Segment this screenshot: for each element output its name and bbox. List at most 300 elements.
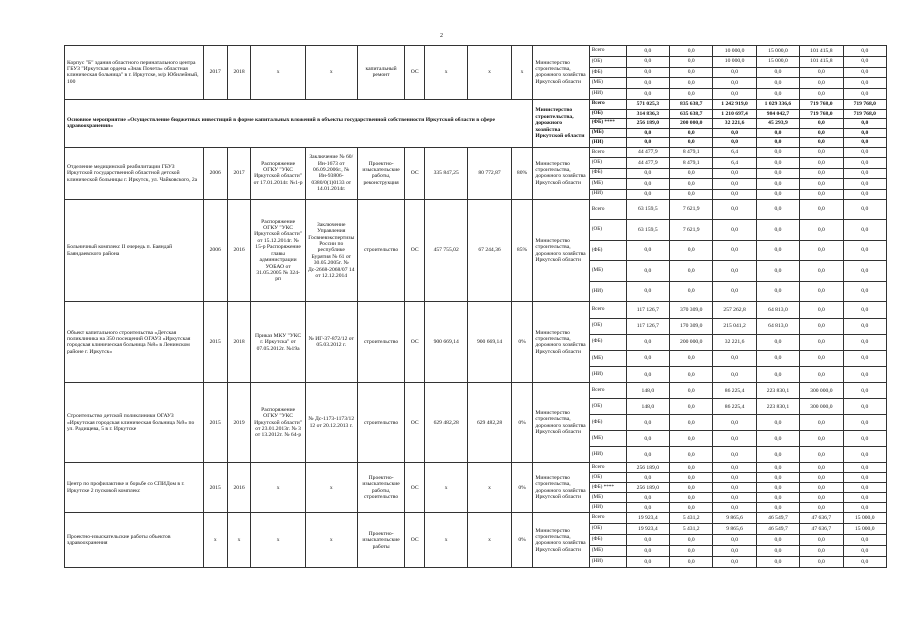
readiness-percent: 0%: [511, 513, 533, 568]
funding-value: 5 431,2: [670, 524, 713, 535]
table-row: [65, 99, 887, 109]
funding-value: 0,0: [800, 199, 843, 220]
funding-value: 0,0: [670, 483, 713, 493]
funding-value: 0,0: [843, 350, 886, 366]
funding-value: 0,0: [843, 383, 886, 399]
funding-value: 0,0: [713, 261, 756, 282]
funding-value: 0,0: [626, 546, 669, 557]
funding-value: 0,0: [713, 220, 756, 241]
funding-value: 0,0: [626, 89, 669, 100]
funding-source: (НИ): [589, 281, 626, 302]
funding-value: 0,0: [843, 447, 886, 463]
funding-value: 5 431,2: [670, 513, 713, 524]
funding-value: 64 813,0: [756, 318, 799, 334]
object-name: Центр по профилактике и борьбе со СПИДом в г. Иркутске 2 пусковой комплекс: [65, 463, 204, 513]
funding-value: 0,0: [670, 463, 713, 473]
funding-value: 19 923,4: [626, 513, 669, 524]
object-name: Проектно-изыскательские работы объектов здравоохранения: [65, 513, 204, 568]
funding-value: 0,0: [626, 535, 669, 546]
funding-value: 63 159,5: [626, 199, 669, 220]
estimated-cost: x: [424, 513, 467, 568]
funding-value: 19 923,4: [626, 524, 669, 535]
funding-value: 44 477,9: [626, 158, 669, 168]
responsible-executor: Министерство строительства, дорожного хозяйства Иркутской области: [533, 513, 589, 568]
funding-value: 0,0: [800, 89, 843, 100]
responsible-executor: Министерство строительства, дорожного хозяйства Иркутской области: [533, 199, 589, 302]
funding-value: 0,0: [800, 67, 843, 78]
funding-value: 0,0: [713, 89, 756, 100]
table-row: [65, 383, 887, 399]
funding-value: 0,0: [800, 261, 843, 282]
readiness-percent: 0%: [511, 302, 533, 383]
funding-value: 0,0: [756, 334, 799, 350]
funding-value: 0,0: [756, 557, 799, 568]
funding-source: (ОБ): [589, 524, 626, 535]
responsible-executor: Министерство строительства, дорожного хозяйства Иркутской области: [533, 46, 589, 100]
funding-source: (ФБ) ****: [589, 483, 626, 493]
funding-value: 46 549,7: [756, 524, 799, 535]
funding-value: 0,0: [670, 138, 713, 148]
work-type: строительство: [357, 199, 405, 302]
responsible-executor: Министерство строительства, дорожного хозяйства Иркутской области: [533, 463, 589, 513]
work-type: Проектно-изыскательские работы: [357, 513, 405, 568]
funding-value: 0,0: [626, 67, 669, 78]
end-year: 2019: [227, 383, 251, 463]
funding-value: 86 225,4: [713, 383, 756, 399]
funding-source: (ФБ): [589, 168, 626, 178]
funding-value: 0,0: [800, 302, 843, 318]
funding-source: (ОБ): [589, 399, 626, 415]
funding-value: 0,0: [756, 158, 799, 168]
work-type: Проектно-изыскательские работы, реконструкция: [357, 147, 405, 199]
funding-value: 256 189,0: [626, 119, 669, 129]
funding-value: 0,0: [670, 503, 713, 513]
funding-value: 0,0: [800, 220, 843, 241]
funding-value: 0,0: [626, 367, 669, 383]
property-type: ОС: [405, 383, 425, 463]
funding-value: 0,0: [800, 334, 843, 350]
funding-value: 15 000,0: [843, 524, 886, 535]
remaining-cost: 900 669,14: [468, 302, 511, 383]
start-year: 2006: [203, 199, 227, 302]
funding-value: 1 210 697,4: [713, 109, 756, 119]
funding-value: 101 415,8: [800, 46, 843, 57]
funding-value: 0,0: [713, 138, 756, 148]
funding-value: 0,0: [756, 431, 799, 447]
end-year: 2016: [227, 199, 251, 302]
expertise-conclusion: x: [305, 513, 357, 568]
funding-value: 0,0: [756, 367, 799, 383]
funding-value: 300 000,0: [800, 399, 843, 415]
funding-source: (ОБ): [589, 473, 626, 483]
funding-value: 7 621,9: [670, 199, 713, 220]
funding-value: 9 865,6: [713, 524, 756, 535]
funding-value: 44 477,9: [626, 147, 669, 157]
funding-value: 0,0: [756, 78, 799, 89]
funding-value: 0,0: [626, 473, 669, 483]
funding-value: 170 309,0: [670, 318, 713, 334]
funding-source: (НИ): [589, 367, 626, 383]
funding-value: 0,0: [626, 128, 669, 138]
estimated-cost: x: [424, 46, 467, 100]
funding-source: (ФБ) ****: [589, 119, 626, 129]
funding-value: 257 262,8: [713, 302, 756, 318]
funding-value: 0,0: [670, 447, 713, 463]
funding-value: 0,0: [670, 168, 713, 178]
funding-value: 0,0: [800, 350, 843, 366]
funding-value: 0,0: [670, 128, 713, 138]
funding-value: 47 636,7: [800, 513, 843, 524]
funding-source: (ФБ): [589, 240, 626, 261]
remaining-cost: 629 482,28: [468, 383, 511, 463]
work-type: строительство: [357, 383, 405, 463]
funding-value: 0,0: [670, 546, 713, 557]
funding-value: 47 636,7: [800, 524, 843, 535]
approval-document: x: [251, 463, 305, 513]
funding-value: 0,0: [626, 557, 669, 568]
funding-value: 0,0: [756, 281, 799, 302]
funding-value: 0,0: [843, 138, 886, 148]
estimated-cost: x: [424, 463, 467, 513]
funding-value: 0,0: [756, 447, 799, 463]
funding-value: 0,0: [843, 557, 886, 568]
funding-value: 0,0: [843, 493, 886, 503]
funding-value: 148,0: [626, 399, 669, 415]
remaining-cost: 80 772,87: [468, 147, 511, 199]
funding-value: 0,0: [800, 483, 843, 493]
property-type: ОС: [405, 513, 425, 568]
funding-value: 0,0: [843, 431, 886, 447]
funding-value: 117 126,7: [626, 302, 669, 318]
funding-value: 0,0: [843, 189, 886, 199]
funding-value: 719 768,0: [843, 109, 886, 119]
funding-value: 32 221,6: [713, 119, 756, 129]
funding-value: 0,0: [713, 199, 756, 220]
funding-value: 6,4: [713, 147, 756, 157]
start-year: 2015: [203, 302, 227, 383]
funding-value: 0,0: [800, 240, 843, 261]
funding-value: 0,0: [713, 447, 756, 463]
funding-value: 6,4: [713, 158, 756, 168]
funding-value: 256 189,0: [626, 463, 669, 473]
funding-value: 0,0: [670, 261, 713, 282]
object-name: Корпус "Б" здания областного перинатального центра ГБУЗ "Иркутская ордена «Знак Почета» областная клиническая больница" в г. Иркутске, м/р Юбилейный, 100: [65, 46, 204, 100]
funding-value: 0,0: [843, 334, 886, 350]
funding-value: 223 830,1: [756, 399, 799, 415]
funding-value: 0,0: [843, 147, 886, 157]
funding-value: 0,0: [713, 189, 756, 199]
funding-value: 15 000,0: [843, 513, 886, 524]
expertise-conclusion: Заключение Управления Госвневэкспертизы России по республике Бурятия № 61 от 30.05.2005г. № Дс-2668-2068/07 14 от 12.12.2014: [305, 199, 357, 302]
funding-source: (МБ): [589, 546, 626, 557]
approval-document: Распоряжение ОГКУ "УКС Иркутской области" от 15.12.2014г. № 15-р Распоряжение главы администрации УОБАО от 31.05.2005 № 324-рп: [251, 199, 305, 302]
funding-value: 0,0: [670, 179, 713, 189]
approval-document: Распоряжение ОГКУ "УКС Иркутской области" от 17.01.2014г. №1-р: [251, 147, 305, 199]
funding-value: 223 830,1: [756, 383, 799, 399]
responsible-executor: Министерство строительства, дорожного хозяйства Иркутской области: [533, 383, 589, 463]
funding-value: 8 479,1: [670, 158, 713, 168]
funding-value: 0,0: [756, 67, 799, 78]
funding-value: 0,0: [756, 189, 799, 199]
funding-value: 46 549,7: [756, 513, 799, 524]
funding-source: (ФБ): [589, 535, 626, 546]
funding-source: (НИ): [589, 89, 626, 100]
table-row: [65, 46, 887, 57]
funding-value: 719 768,0: [800, 109, 843, 119]
funding-value: 0,0: [800, 158, 843, 168]
funding-source: (НИ): [589, 447, 626, 463]
funding-value: 0,0: [756, 463, 799, 473]
funding-value: 101 415,8: [800, 56, 843, 67]
property-type: ОС: [405, 463, 425, 513]
funding-value: 0,0: [713, 546, 756, 557]
funding-value: 0,0: [626, 56, 669, 67]
funding-value: 0,0: [800, 463, 843, 473]
funding-value: 0,0: [756, 483, 799, 493]
funding-value: 0,0: [843, 399, 886, 415]
funding-value: 0,0: [713, 67, 756, 78]
readiness-percent: x: [511, 46, 533, 100]
funding-value: 0,0: [800, 447, 843, 463]
funding-source: (МБ): [589, 261, 626, 282]
funding-value: 0,0: [713, 463, 756, 473]
table-row: [65, 302, 887, 318]
funding-source: (МБ): [589, 431, 626, 447]
funding-value: 0,0: [756, 89, 799, 100]
object-name: Больничный комплекс II очередь п. Баяндай Баяндаевского района: [65, 199, 204, 302]
funding-value: 0,0: [800, 557, 843, 568]
funding-value: 719 768,0: [843, 99, 886, 109]
funding-value: 0,0: [756, 493, 799, 503]
funding-value: 0,0: [626, 261, 669, 282]
funding-source: Всего: [589, 302, 626, 318]
funding-value: 0,0: [800, 138, 843, 148]
start-year: 2015: [203, 463, 227, 513]
funding-value: 0,0: [626, 189, 669, 199]
page-number: 2: [440, 33, 443, 39]
end-year: 2017: [227, 147, 251, 199]
funding-value: 835 638,7: [670, 99, 713, 109]
funding-value: 0,0: [843, 281, 886, 302]
start-year: x: [203, 513, 227, 568]
estimated-cost: 457 755,02: [424, 199, 467, 302]
funding-value: 0,0: [800, 546, 843, 557]
funding-value: 0,0: [626, 138, 669, 148]
funding-value: 0,0: [713, 483, 756, 493]
remaining-cost: x: [468, 46, 511, 100]
funding-value: 0,0: [843, 46, 886, 57]
funding-value: 719 768,0: [800, 99, 843, 109]
funding-value: 0,0: [843, 503, 886, 513]
funding-value: 0,0: [713, 367, 756, 383]
funding-value: 9 865,6: [713, 513, 756, 524]
funding-value: 0,0: [800, 78, 843, 89]
funding-value: 0,0: [670, 350, 713, 366]
funding-value: 0,0: [670, 67, 713, 78]
expertise-conclusion: Заключение № 60/Ин-1673 от 06.09.2006г., № Ин-93806-0380/0(1)0133 от 14.01.2014г.: [305, 147, 357, 199]
funding-value: 0,0: [670, 46, 713, 57]
funding-value: 0,0: [800, 415, 843, 431]
approval-document: Приказ МКУ "УКС г. Иркутска" от 07.05.2012г. №19а: [251, 302, 305, 383]
readiness-percent: 0%: [511, 463, 533, 513]
funding-source: (ОБ): [589, 158, 626, 168]
funding-source: (НИ): [589, 557, 626, 568]
funding-source: (МБ): [589, 179, 626, 189]
funding-value: 0,0: [626, 334, 669, 350]
funding-value: 1 029 336,6: [756, 99, 799, 109]
funding-value: 0,0: [670, 383, 713, 399]
funding-value: 571 025,3: [626, 99, 669, 109]
readiness-percent: 85%: [511, 199, 533, 302]
funding-value: 0,0: [670, 473, 713, 483]
funding-source: (ОБ): [589, 318, 626, 334]
funding-source: (МБ): [589, 350, 626, 366]
funding-source: (МБ): [589, 128, 626, 138]
funding-value: 0,0: [626, 493, 669, 503]
funding-value: 0,0: [713, 493, 756, 503]
funding-source: Всего: [589, 99, 626, 109]
funding-value: 0,0: [713, 168, 756, 178]
end-year: 2018: [227, 302, 251, 383]
funding-value: 635 638,7: [670, 109, 713, 119]
funding-value: 0,0: [843, 67, 886, 78]
funding-value: 0,0: [756, 546, 799, 557]
end-year: 2018: [227, 46, 251, 100]
readiness-percent: 0%: [511, 383, 533, 463]
funding-source: (МБ): [589, 78, 626, 89]
funding-value: 0,0: [800, 503, 843, 513]
table-row: [65, 199, 887, 220]
funding-source: (ОБ): [589, 220, 626, 241]
funding-source: (ФБ): [589, 415, 626, 431]
funding-value: 0,0: [843, 483, 886, 493]
funding-source: Всего: [589, 513, 626, 524]
funding-value: 0,0: [713, 473, 756, 483]
funding-value: 0,0: [713, 179, 756, 189]
responsible-executor: Министерство строительства, дорожного хозяйства Иркутской области: [533, 99, 589, 147]
funding-value: 0,0: [713, 350, 756, 366]
funding-source: (ФБ): [589, 67, 626, 78]
object-name: Отделение медицинской реабилитации ГБУЗ Иркутской государственной областной детской клинической больницы г. Иркутск, ул. Чайковского, 2а: [65, 147, 204, 199]
funding-value: 0,0: [713, 431, 756, 447]
funding-value: 7 621,9: [670, 220, 713, 241]
funding-value: 0,0: [626, 431, 669, 447]
work-type: Проектно-изыскательские работы, строительство: [357, 463, 405, 513]
funding-value: 0,0: [843, 158, 886, 168]
funding-value: 0,0: [713, 281, 756, 302]
responsible-executor: Министерство строительства, дорожного хозяйства Иркутской области: [533, 147, 589, 199]
funding-value: 0,0: [713, 535, 756, 546]
funding-value: 0,0: [670, 281, 713, 302]
funding-value: 0,0: [626, 281, 669, 302]
funding-value: 0,0: [670, 89, 713, 100]
funding-value: 117 126,7: [626, 318, 669, 334]
funding-value: 0,0: [800, 535, 843, 546]
estimated-cost: 335 847,25: [424, 147, 467, 199]
funding-value: 0,0: [756, 240, 799, 261]
funding-value: 370 309,0: [670, 302, 713, 318]
funding-value: 0,0: [800, 493, 843, 503]
funding-value: 0,0: [756, 350, 799, 366]
funding-value: 0,0: [843, 261, 886, 282]
funding-value: 0,0: [843, 240, 886, 261]
funding-value: 0,0: [756, 199, 799, 220]
funding-value: 0,0: [670, 240, 713, 261]
funding-source: Всего: [589, 147, 626, 157]
funding-value: 0,0: [800, 318, 843, 334]
funding-source: (ФБ): [589, 334, 626, 350]
expertise-conclusion: x: [305, 463, 357, 513]
funding-value: 0,0: [756, 138, 799, 148]
funding-value: 64 813,0: [756, 302, 799, 318]
funding-value: 0,0: [670, 493, 713, 503]
funding-source: (НИ): [589, 503, 626, 513]
funding-value: 0,0: [756, 147, 799, 157]
measure-title: Основное мероприятие «Осуществление бюджетных инвестиций в форме капитальных вложений в объекты государственной собственности Иркутской области в сфере здравоохранения»: [65, 99, 533, 147]
funding-value: 0,0: [670, 415, 713, 431]
funding-value: 0,0: [626, 168, 669, 178]
estimated-cost: 900 669,14: [424, 302, 467, 383]
funding-value: 215 041,2: [713, 318, 756, 334]
remaining-cost: x: [468, 513, 511, 568]
funding-value: 1 242 919,0: [713, 99, 756, 109]
funding-value: 0,0: [843, 199, 886, 220]
funding-value: 15 000,0: [756, 46, 799, 57]
property-type: ОС: [405, 46, 425, 100]
funding-value: 0,0: [670, 78, 713, 89]
investment-table: [64, 45, 887, 568]
expertise-conclusion: x: [305, 46, 357, 100]
responsible-executor: Министерство строительства, дорожного хозяйства Иркутской области: [533, 302, 589, 383]
funding-value: 0,0: [670, 367, 713, 383]
funding-value: 0,0: [626, 350, 669, 366]
expertise-conclusion: № Дс-1173-1173/12 12 от 20.12.2013 г.: [305, 383, 357, 463]
funding-source: (ОБ): [589, 56, 626, 67]
funding-value: 0,0: [843, 128, 886, 138]
funding-source: Всего: [589, 46, 626, 57]
object-name: Объект капитального строительства «Детская поликлиника на 350 посещений ОГАУЗ «Иркутская городская клиническая больница №8» в Ленинском районе г. Иркутск»: [65, 302, 204, 383]
funding-value: 0,0: [800, 281, 843, 302]
funding-value: 0,0: [843, 56, 886, 67]
remaining-cost: 67 244,36: [468, 199, 511, 302]
funding-value: 0,0: [800, 119, 843, 129]
funding-value: 0,0: [800, 147, 843, 157]
funding-source: (НИ): [589, 189, 626, 199]
funding-value: 0,0: [843, 463, 886, 473]
work-type: капитальный ремонт: [357, 46, 405, 100]
funding-value: 0,0: [713, 128, 756, 138]
funding-value: 32 221,6: [713, 334, 756, 350]
funding-value: 200 000,0: [670, 119, 713, 129]
funding-value: 0,0: [626, 179, 669, 189]
funding-value: 8 479,1: [670, 147, 713, 157]
funding-value: 86 225,4: [713, 399, 756, 415]
start-year: 2006: [203, 147, 227, 199]
approval-document: x: [251, 46, 305, 100]
funding-value: 0,0: [800, 128, 843, 138]
estimated-cost: 629 482,28: [424, 383, 467, 463]
funding-value: 0,0: [713, 78, 756, 89]
funding-value: 0,0: [670, 535, 713, 546]
funding-value: 0,0: [756, 535, 799, 546]
funding-value: 0,0: [800, 473, 843, 483]
funding-value: 15 000,0: [756, 56, 799, 67]
funding-value: 0,0: [800, 189, 843, 199]
end-year: 2016: [227, 463, 251, 513]
funding-value: 0,0: [843, 168, 886, 178]
start-year: 2017: [203, 46, 227, 100]
funding-value: 0,0: [843, 78, 886, 89]
